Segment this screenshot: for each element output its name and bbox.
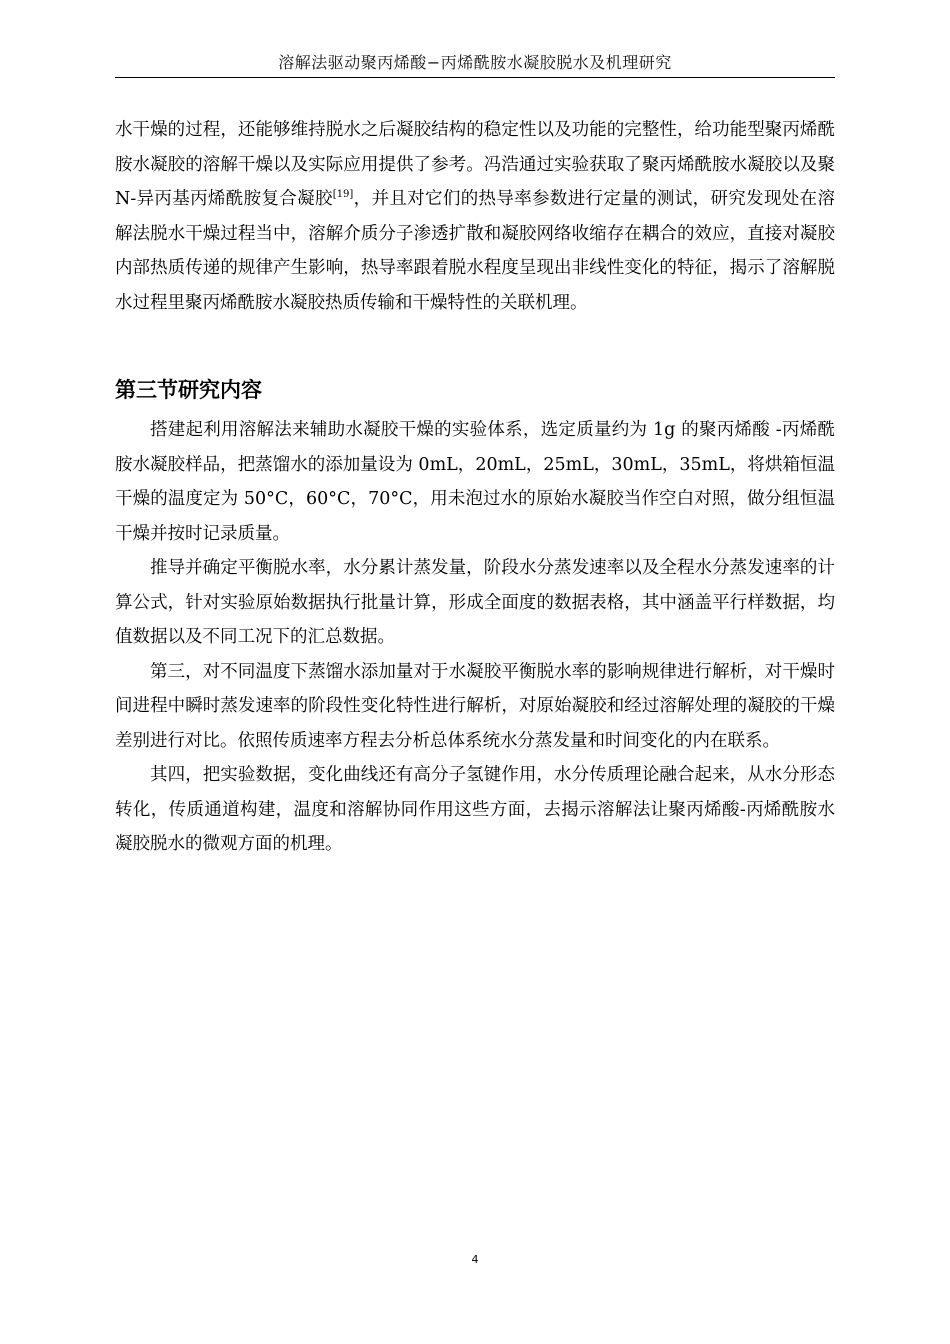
page-number: 4 [471, 1253, 479, 1266]
paragraph-formula-derivation: 推导并确定平衡脱水率，水分累计蒸发量，阶段水分蒸发速率以及全程水分蒸发速率的计算公式，针对实验原始数据执行批量计算，形成全面度的数据表格，其中涵盖平行样数据，均值数据以及不同工况下的汇总数据。 [115, 558, 835, 647]
paragraph-analysis: 第三，对不同温度下蒸馏水添加量对于水凝胶平衡脱水率的影响规律进行解析，对干燥时间进程中瞬时蒸发速率的阶段性变化特性进行解析，对原始凝胶和经过溶解处理的凝胶的干燥差别进行对比。依照传质速率方程去分析总体系统水分蒸发量和时间变化的内在联系。 [115, 661, 835, 751]
paragraph-experiment-setup: 搭建起利用溶解法来辅助水凝胶干燥的实验体系，选定质量约为 1g 的聚丙烯酸 -丙烯酰胺水凝胶样品，把蒸馏水的添加量设为 0mL，20mL，25mL，30mL，35mL，将烘箱恒温干燥的温度定为 50°C，60°C，70°C，用未泡过水的原始水凝胶当作空白对照，做分组恒温干燥并按时记录质量。 [115, 420, 835, 544]
page-header-title: 溶解法驱动聚丙烯酸−丙烯酰胺水凝胶脱水及机理研究 [278, 53, 672, 72]
intro-paragraph [115, 113, 835, 320]
citation-reference[interactable]: [19] [332, 189, 354, 201]
intro-text-part-2: ，并且对它们的热导率参数进行定量的测试，研究发现处在溶解法脱水干燥过程当中，溶解介质分子渗透扩散和凝胶网络收缩存在耦合的效应，直接对凝胶内部热质传递的规律产生影响，热导率跟着脱水程度呈现出非线性变化的特征，揭示了溶解脱水过程里聚丙烯酰胺水凝胶热质传输和干燥特性的关联机理。 [115, 189, 835, 313]
intro-text-part-1: 水干燥的过程，还能够维持脱水之后凝胶结构的稳定性以及功能的完整性，给功能型聚丙烯酰胺水凝胶的溶解干燥以及实际应用提供了参考。冯浩通过实验获取了聚丙烯酰胺水凝胶以及聚 N-异丙基丙烯酰胺复合凝胶 [115, 120, 835, 209]
header-divider [115, 77, 835, 78]
section-body [115, 413, 835, 862]
paragraph-mechanism: 其四，把实验数据，变化曲线还有高分子氢键作用，水分传质理论融合起来，从水分形态转化，传质通道构建，温度和溶解协同作用这些方面，去揭示溶解法让聚丙烯酸-丙烯酰胺水凝胶脱水的微观方面的机理。 [115, 765, 835, 854]
section-heading: 第三节研究内容 [115, 378, 262, 402]
